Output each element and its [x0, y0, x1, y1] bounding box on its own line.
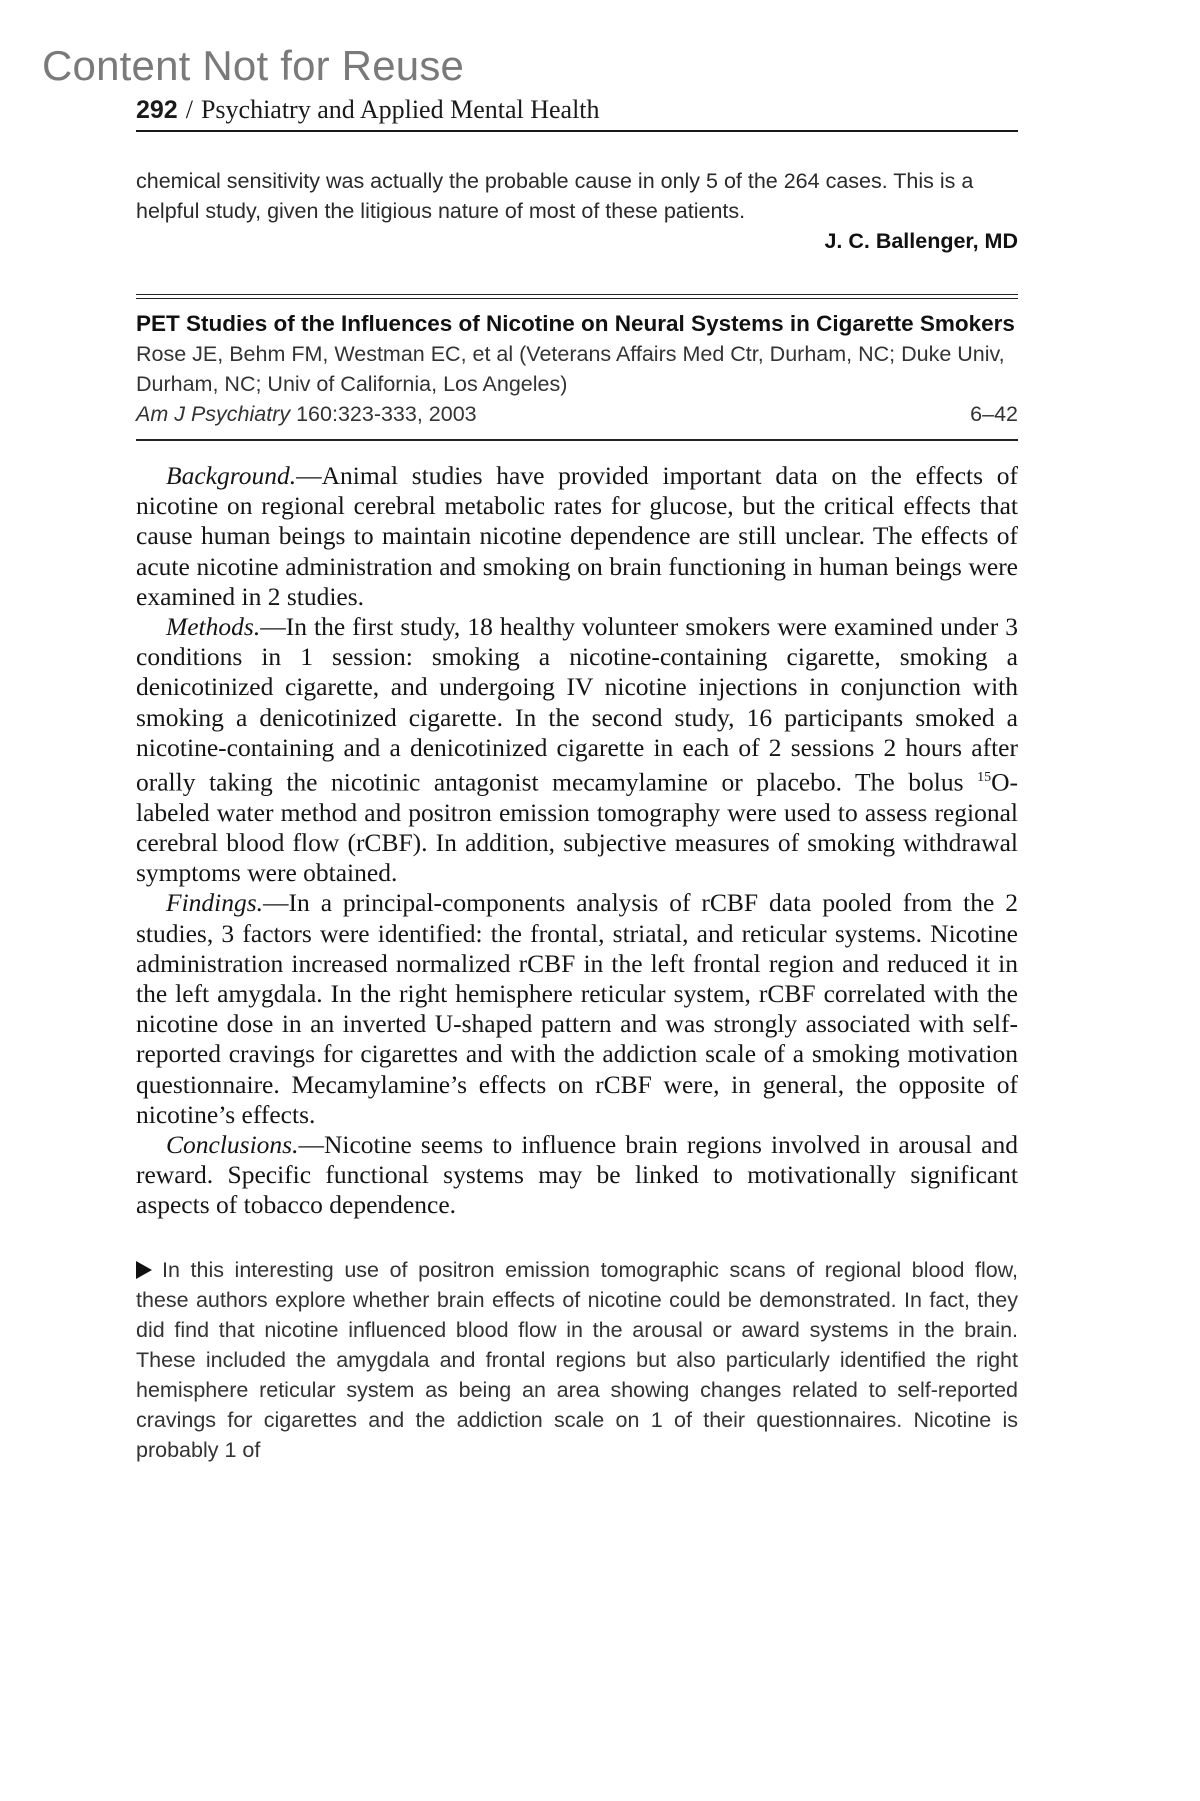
- article-number: 6–42: [970, 402, 1018, 426]
- methods-text-b: O-labeled water method and positron emission tomography were used to assess regional cerebral blood flow (rCBF). In addition, subjective measures of smoking withdrawal symptoms were obtained.: [136, 767, 1018, 888]
- commentary-text: In this interesting use of positron emission tomographic scans of regional blood flow, these authors explore whether brain effects of nicotine could be demonstrated. In fact, they did find that nicotine influenced blood flow in the arousal or award systems in the brain. These included the amygdala and frontal regions but also particularly identified the right hemisphere reticular system as being an area showing changes related to self-reported cravings for cigarettes and the addiction scale on 1 of their questionnaires. Nicotine is probably 1 of: [136, 1257, 1018, 1462]
- findings-text: —In a principal-components analysis of rCBF data pooled from the 2 studies, 3 factors were identified: the frontal, striatal, and reticular systems. Nicotine administration increased normalized rCBF in the left frontal region and reduced it in the left amygdala. In the right hemisphere reticular system, rCBF correlated with the nicotine dose in an inverted U-shaped pattern and was strongly associated with self-reported cravings for cigarettes and with the addiction scale of a smoking motivation questionnaire. Mecamylamine’s effects on rCBF were, in general, the opposite of nicotine’s effects.: [136, 888, 1018, 1129]
- conclusions-label: Conclusions.: [166, 1129, 299, 1159]
- abstract-background: [136, 461, 1018, 612]
- background-text: —Animal studies have provided important data on the effects of nicotine on regional cerebral metabolic rates for glucose, but the critical effects that cause human beings to maintain nicotine dependence are still unclear. The effects of acute nicotine administration and smoking on brain functioning in human beings were examined in 2 studies.: [136, 461, 1018, 611]
- article-header: [136, 294, 1018, 441]
- abstract: [136, 461, 1018, 1221]
- journal-name: Am J Psychiatry: [136, 402, 291, 426]
- citation-details: 160:323-333, 2003: [290, 402, 477, 426]
- methods-text-a: —In the first study, 18 healthy volunteer smokers were examined under 3 conditions in 1 session: smoking a nicotine-containing cigarette, smoking a denicotinized cigarette, and undergoing IV nicotine injections in conjunction with smoking a denicotinized cigarette. In the second study, 16 participants smoked a nicotine-containing and a denicotinized cigarette in each of 2 sessions 2 hours after orally taking the nicotinic antagonist mecamylamine or placebo. The bolus: [136, 612, 1018, 797]
- running-head-separator: /: [185, 95, 193, 124]
- abstract-conclusions: [136, 1130, 1018, 1221]
- page-number: 292: [136, 96, 178, 124]
- continued-author-signature: J. C. Ballenger, MD: [824, 229, 1018, 253]
- page-body: [136, 92, 1018, 1465]
- article-authors: Rose JE, Behm FM, Westman EC, et al (Veterans Affairs Med Ctr, Durham, NC; Duke Univ, Durham, NC; Univ of California, Los Angeles): [136, 342, 1005, 396]
- commentary-arrow-icon: [136, 1261, 152, 1279]
- methods-superscript: 15: [977, 770, 992, 786]
- running-head: [136, 92, 1018, 132]
- conclusions-text: —Nicotine seems to influence brain regions involved in arousal and reward. Specific functional systems may be linked to motivationally significant aspects of tobacco dependence.: [136, 1129, 1018, 1220]
- article-citation: [136, 399, 1018, 441]
- findings-label: Findings.: [166, 888, 264, 918]
- citation-source: [136, 399, 477, 429]
- methods-label: Methods.: [166, 612, 261, 642]
- continued-commentary: [136, 166, 1018, 256]
- running-head-title: Psychiatry and Applied Mental Health: [200, 95, 600, 124]
- continued-text: chemical sensitivity was actually the probable cause in only 5 of the 264 cases. This is a helpful study, given the litigious nature of most of these patients.: [136, 169, 974, 223]
- article-title: PET Studies of the Influences of Nicotine on Neural Systems in Cigarette Smokers: [136, 311, 1015, 336]
- abstract-methods: [136, 612, 1018, 888]
- watermark: Content Not for Reuse: [42, 42, 465, 89]
- background-label: Background.: [166, 461, 297, 490]
- editor-commentary: [136, 1255, 1018, 1465]
- article-top-rule: [136, 294, 1018, 299]
- abstract-findings: [136, 888, 1018, 1130]
